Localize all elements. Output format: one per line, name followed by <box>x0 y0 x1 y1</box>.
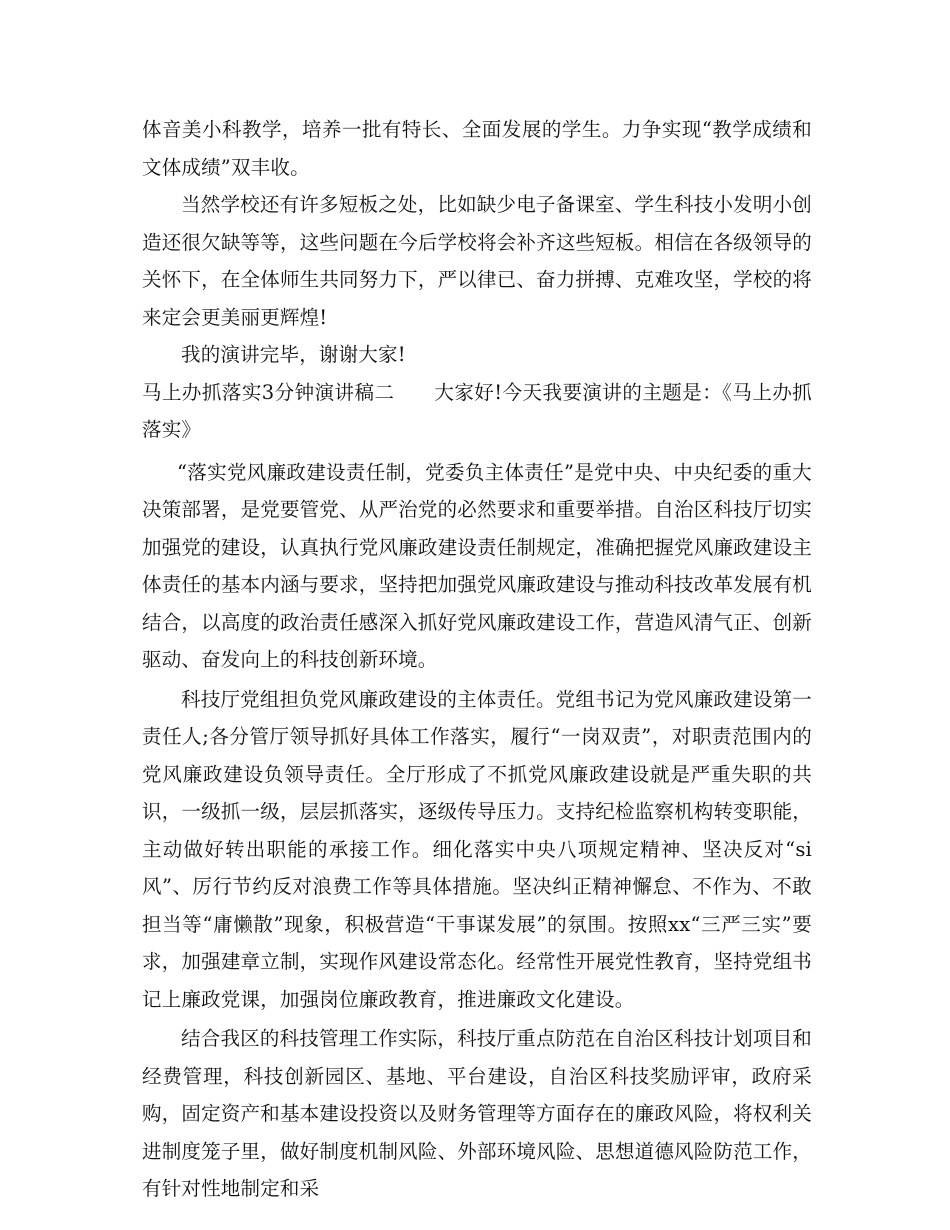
document-body <box>142 111 812 1208</box>
paragraph-closing-thanks: 我的演讲完毕，谢谢大家! <box>181 343 406 366</box>
paragraph-continuation: 体音美小科教学，培养一批有特长、全面发展的学生。力争实现“教学成绩和文体成绩”双丰收。 <box>142 118 812 179</box>
paragraph-school-shortcomings: 当然学校还有许多短板之处，比如缺少电子备课室、学生科技小发明小创造还很欠缺等等，这些问题在今后学校将会补齐这些短板。相信在各级领导的关怀下，在全体师生共同努力下，严以律已、奋力拼搏、克难攻坚，学校的将来定会更美丽更辉煌! <box>142 193 812 329</box>
paragraph-risk-prevention: 结合我区的科技管理工作实际，科技厅重点防范在自治区科技计划项目和经费管理，科技创新园区、基地、平台建设，自治区科技奖励评审，政府采购，固定资产和基本建设投资以及财务管理等方面存在的廉政风险，将权利关进制度笼子里，做好制度机制风险、外部环境风险、思想道德风险防范工作，有针对性地制定和采 <box>142 1027 812 1200</box>
paragraph-party-responsibility: “落实党风廉政建设责任制，党委负主体责任”是党中央、中央纪委的重大决策部署，是党要管党、从严治党的必然要求和重要举措。自治区科技厅切实加强党的建设，认真执行党风廉政建设责任制规定，准确把握党风廉政建设主体责任的基本内涵与要求，坚持把加强党风廉政建设与推动科技改革发展有机结合，以高度的政治责任感深入抓好党风廉政建设工作，营造风清气正、创新驱动、奋发向上的科技创新环境。 <box>142 460 812 671</box>
paragraph-department-leadership: 科技厅党组担负党风廉政建设的主体责任。党组书记为党风廉政建设第一责任人;各分管厅领导抓好具体工作落实，履行“一岗双责”，对职责范围内的党风廉政建设负领导责任。全厅形成了不抓党风廉政建设就是严重失职的共识，一级抓一级，层层抓落实，逐级传导压力。支持纪检监察机构转变职能，主动做好转出职能的承接工作。细化落实中央八项规定精神、坚决反对“si风”、厉行节约反对浪费工作等具体措施。坚决纠正精神懈怠、不作为、不敢担当等“庸懒散”现象，积极营造“干事谋发展”的氛围。按照xx“三严三实”要求，加强建章立制，实现作风建设常态化。经常性开展党性教育，坚持党组书记上廉政党课，加强岗位廉政教育，推进廉政文化建设。 <box>142 687 812 1011</box>
paragraph-speech-title: 马上办抓落实3分钟演讲稿二 大家好!今天我要演讲的主题是：《马上办抓落实》 <box>142 380 812 441</box>
